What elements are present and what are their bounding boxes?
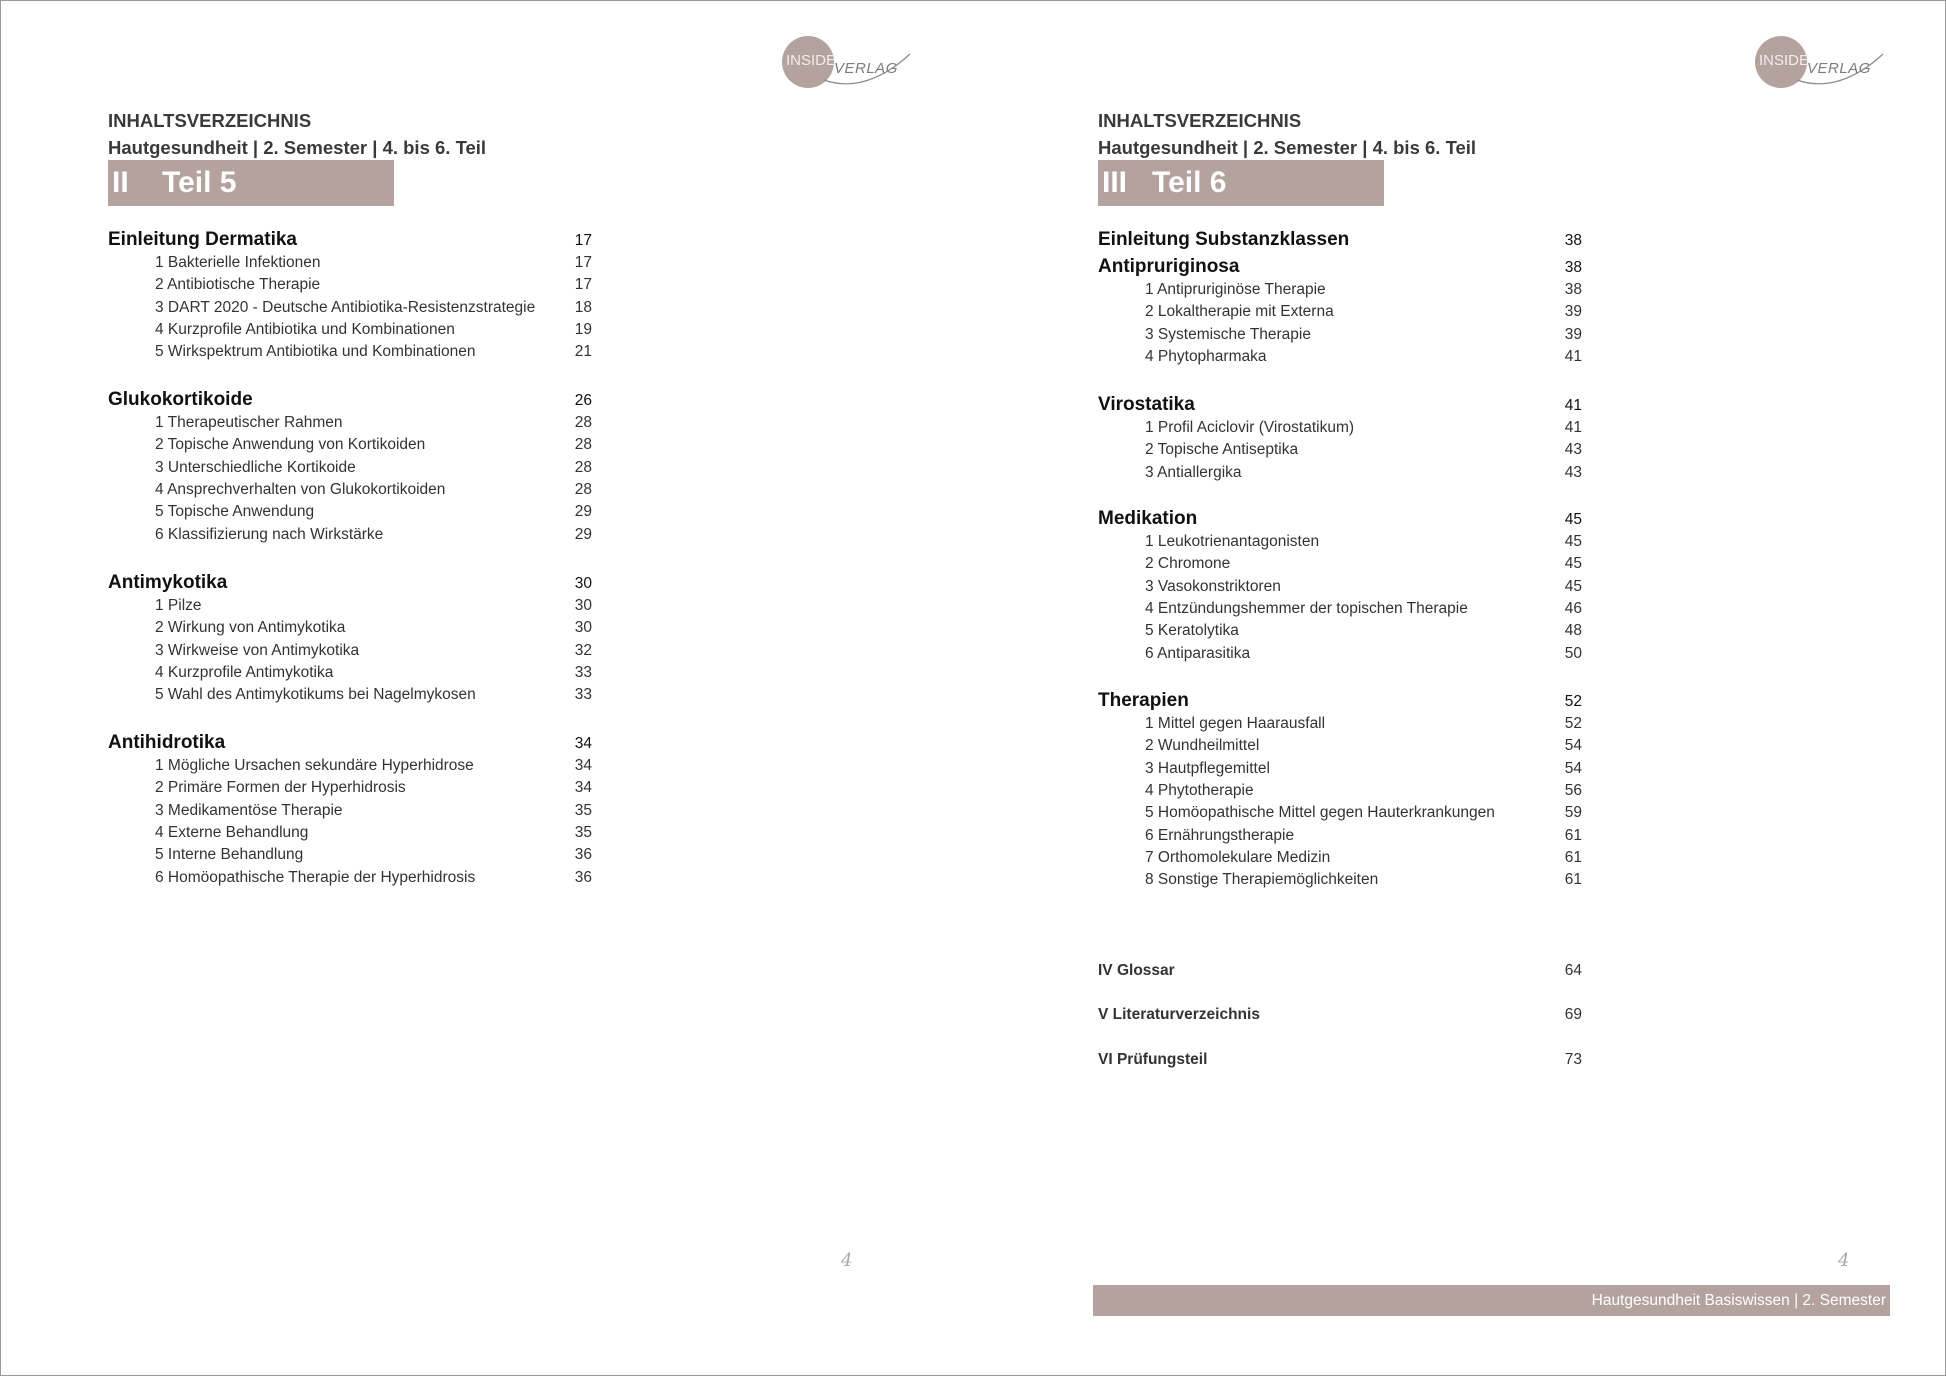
toc-item-page-number: 30 <box>574 597 592 614</box>
toc-item-page-number: 28 <box>574 414 592 431</box>
toc-item-page-number: 19 <box>574 320 592 338</box>
toc-item: 2 Lokaltherapie mit Externa <box>1145 303 1334 321</box>
toc-item-page-number: 50 <box>1564 644 1582 662</box>
toc-item: 6 Antiparasitika <box>1145 644 1251 662</box>
toc-item: 3 Antiallergika <box>1145 463 1242 481</box>
toc-item: 3 Unterschiedliche Kortikoide <box>155 458 356 476</box>
toc-item: 1 Profil Aciclovir (Virostatikum) <box>1145 419 1355 436</box>
toc-item-page-number: 29 <box>574 525 592 543</box>
toc-item: 1 Antipruriginöse Therapie <box>1145 281 1326 298</box>
section-title: Antihidrotika <box>108 732 226 753</box>
toc-item: 4 Entzündungshemmer der topischen Therapie <box>1145 599 1468 617</box>
toc-item: 3 Wirkweise von Antimykotika <box>155 641 360 659</box>
toc-item: 4 Phytopharmaka <box>1145 347 1267 365</box>
section-page-number: 45 <box>1564 511 1582 528</box>
section-page-number: 52 <box>1564 693 1582 710</box>
inside-verlag-logo <box>782 36 912 92</box>
toc-item-page-number: 61 <box>1564 826 1582 844</box>
toc-item-page-number: 38 <box>1564 281 1582 298</box>
toc-item-page-number: 21 <box>574 343 592 361</box>
logo-verlag-text: VERLAG <box>834 60 898 77</box>
section-title: Antipruriginosa <box>1098 256 1240 277</box>
toc-item: 1 Therapeutischer Rahmen <box>155 414 343 431</box>
toc-subheading-right: Hautgesundheit | 2. Semester | 4. bis 6. Teil <box>1098 137 1477 158</box>
toc-item-page-number: 32 <box>574 641 592 659</box>
part-number: III <box>1102 166 1128 199</box>
toc-item-page-number: 46 <box>1564 599 1582 617</box>
toc-item-page-number: 54 <box>1564 737 1582 755</box>
toc-item-page-number: 17 <box>574 276 592 294</box>
section-page-number: 34 <box>574 735 592 752</box>
toc-item-page-number: 43 <box>1564 463 1582 481</box>
toc-item: 2 Wundheilmittel <box>1145 737 1260 755</box>
toc-item: 4 Kurzprofile Antimykotika <box>155 663 334 681</box>
toc-item: 2 Chromone <box>1145 555 1231 573</box>
toc-item-page-number: 56 <box>1564 781 1582 799</box>
section-page-number: 17 <box>574 232 592 249</box>
appendix-item: IV Glossar <box>1098 962 1175 979</box>
toc-item-page-number: 36 <box>574 846 592 864</box>
toc-item-page-number: 45 <box>1564 555 1582 573</box>
toc-item-page-number: 33 <box>574 686 592 704</box>
toc-item: 5 Wahl des Antimykotikums bei Nagelmykosen <box>155 686 476 704</box>
toc-item: 1 Bakterielle Infektionen <box>155 254 321 271</box>
toc-item-page-number: 41 <box>1564 347 1582 365</box>
appendix-item: V Literaturverzeichnis <box>1098 1006 1260 1023</box>
toc-item-page-number: 59 <box>1564 804 1582 822</box>
toc-item-page-number: 29 <box>574 503 592 521</box>
toc-item: 5 Topische Anwendung <box>155 503 315 521</box>
toc-item-page-number: 39 <box>1564 303 1582 321</box>
section-title: Glukokortikoide <box>108 389 253 410</box>
section-title: Einleitung Dermatika <box>108 229 297 250</box>
logo-verlag-text: VERLAG <box>1807 60 1871 77</box>
toc-item: 6 Ernährungstherapie <box>1145 826 1295 844</box>
toc-item: 1 Mögliche Ursachen sekundäre Hyperhidrose <box>155 757 474 774</box>
toc-item: 6 Klassifizierung nach Wirkstärke <box>155 525 384 543</box>
toc-item: 3 Systemische Therapie <box>1145 325 1311 343</box>
toc-item-page-number: 45 <box>1564 577 1582 595</box>
section-title: Virostatika <box>1098 394 1195 415</box>
toc-item-page-number: 33 <box>574 663 592 681</box>
toc-item-page-number: 39 <box>1564 325 1582 343</box>
section-page-number: 30 <box>574 575 592 592</box>
toc-item: 2 Antibiotische Therapie <box>155 276 321 294</box>
appendix-item: VI Prüfungsteil <box>1098 1051 1208 1068</box>
toc-item: 5 Keratolytika <box>1145 622 1239 640</box>
toc-item: 6 Homöopathische Therapie der Hyperhidrosis <box>155 868 476 886</box>
toc-item: 5 Wirkspektrum Antibiotika und Kombinationen <box>155 343 476 361</box>
inside-verlag-logo <box>1755 36 1885 92</box>
toc-item-page-number: 36 <box>574 868 592 886</box>
toc-item-page-number: 52 <box>1564 715 1582 732</box>
logo-inside-text: INSIDE <box>1758 52 1809 69</box>
toc-item: 3 Medikamentöse Therapie <box>155 801 343 819</box>
toc-item: 5 Homöopathische Mittel gegen Hauterkrankungen <box>1145 804 1495 822</box>
toc-item-page-number: 61 <box>1564 871 1582 889</box>
toc-item: 3 Hautpflegemittel <box>1145 759 1270 777</box>
part-title: Teil 5 <box>162 166 237 199</box>
toc-item: 4 Ansprechverhalten von Glukokortikoiden <box>155 480 446 498</box>
toc-item: 4 Externe Behandlung <box>155 823 309 841</box>
toc-subheading-left: Hautgesundheit | 2. Semester | 4. bis 6. Teil <box>108 137 487 158</box>
toc-item-page-number: 41 <box>1564 419 1582 436</box>
section-page-number: 26 <box>574 392 592 409</box>
appendix-page-number: 69 <box>1564 1006 1582 1023</box>
section-title: Therapien <box>1098 690 1189 711</box>
toc-item: 1 Mittel gegen Haarausfall <box>1145 715 1326 732</box>
toc-item-page-number: 54 <box>1564 759 1582 777</box>
section-page-number: 38 <box>1564 259 1582 276</box>
toc-item-page-number: 48 <box>1564 622 1582 640</box>
toc-item: 1 Pilze <box>155 597 202 614</box>
section-title: Medikation <box>1098 508 1198 529</box>
toc-item-page-number: 30 <box>574 619 592 637</box>
part-banner-left <box>108 160 394 206</box>
appendix-page-number: 73 <box>1564 1051 1582 1068</box>
part-number: II <box>112 166 129 199</box>
appendix-page-number: 64 <box>1564 962 1582 979</box>
toc-heading-left: INHALTSVERZEICHNIS <box>108 110 312 131</box>
toc-item: 2 Topische Antiseptika <box>1145 441 1299 459</box>
part-title: Teil 6 <box>1152 166 1227 199</box>
right-page <box>973 0 1946 1376</box>
section-title: Einleitung Substanzklassen <box>1098 229 1350 250</box>
toc-item: 4 Phytotherapie <box>1145 781 1254 799</box>
toc-item-page-number: 35 <box>574 823 592 841</box>
toc-item-page-number: 18 <box>574 298 592 316</box>
toc-item-page-number: 35 <box>574 801 592 819</box>
toc-item: 2 Topische Anwendung von Kortikoiden <box>155 436 426 454</box>
toc-item-page-number: 28 <box>574 480 592 498</box>
toc-item: 1 Leukotrienantagonisten <box>1145 533 1320 550</box>
toc-item-page-number: 28 <box>574 436 592 454</box>
section-title: Antimykotika <box>108 572 228 593</box>
logo-inside-text: INSIDE <box>785 52 836 69</box>
toc-item: 8 Sonstige Therapiemöglichkeiten <box>1145 871 1379 889</box>
toc-item-page-number: 28 <box>574 458 592 476</box>
toc-item-page-number: 43 <box>1564 441 1582 459</box>
toc-item: 7 Orthomolekulare Medizin <box>1145 848 1331 866</box>
page-number-left: 4 <box>841 1250 853 1271</box>
part-banner-right <box>1098 160 1384 206</box>
toc-item: 2 Wirkung von Antimykotika <box>155 619 346 637</box>
toc-item-page-number: 34 <box>574 779 592 797</box>
toc-heading-right: INHALTSVERZEICHNIS <box>1098 110 1302 131</box>
toc-item-page-number: 17 <box>574 254 592 271</box>
toc-item: 3 DART 2020 - Deutsche Antibiotika-Resistenzstrategie <box>155 298 536 316</box>
toc-item: 2 Primäre Formen der Hyperhidrosis <box>155 779 406 797</box>
section-page-number: 41 <box>1564 397 1582 414</box>
page-number-right: 4 <box>1838 1250 1850 1271</box>
toc-item: 3 Vasokonstriktoren <box>1145 577 1281 595</box>
toc-item: 5 Interne Behandlung <box>155 846 304 864</box>
section-page-number: 38 <box>1564 232 1582 249</box>
footer-bar: Hautgesundheit Basiswissen | 2. Semester <box>1093 1285 1890 1316</box>
toc-item: 4 Kurzprofile Antibiotika und Kombinationen <box>155 320 455 338</box>
toc-item-page-number: 34 <box>574 757 592 774</box>
toc-item-page-number: 45 <box>1564 533 1582 550</box>
toc-item-page-number: 61 <box>1564 848 1582 866</box>
